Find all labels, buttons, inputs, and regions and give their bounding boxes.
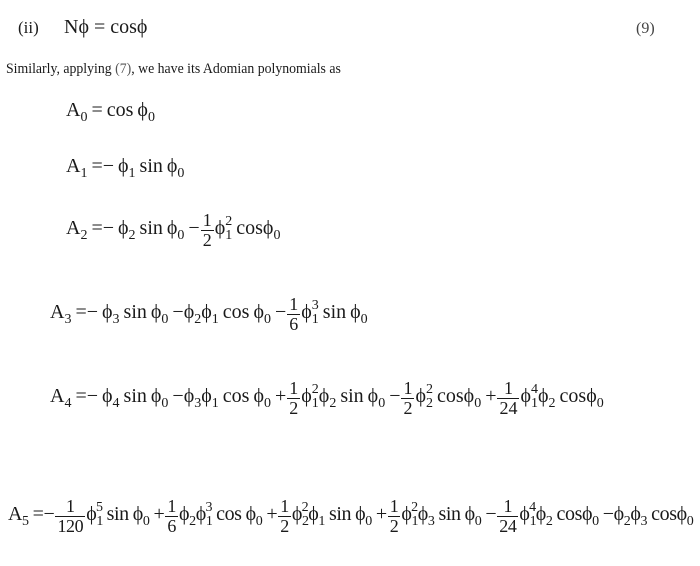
- sym: ϕ: [102, 300, 113, 323]
- sub: 0: [474, 513, 482, 529]
- num: 1: [289, 378, 299, 398]
- sym: ϕ: [183, 300, 195, 323]
- fraction-one-onetwentieth: [55, 497, 85, 536]
- sym: −: [102, 155, 115, 177]
- sym: −: [602, 502, 614, 525]
- sym: sin: [123, 300, 147, 323]
- sub: 1: [311, 311, 319, 327]
- sub: 0: [147, 110, 155, 125]
- sym: −: [102, 216, 115, 239]
- sym: ϕ: [318, 384, 330, 407]
- sym: cos: [437, 384, 464, 407]
- sub: 2: [329, 395, 337, 411]
- sym: ϕ: [201, 300, 212, 323]
- sym: ϕ: [166, 216, 178, 239]
- fraction-one-twentyfourth: [497, 379, 519, 418]
- sym: sin: [139, 216, 163, 239]
- fraction-one-half: [401, 379, 414, 418]
- sym: −: [274, 300, 287, 323]
- sub: 3: [194, 395, 202, 411]
- sub: 0: [686, 513, 694, 529]
- sym: ϕ: [538, 384, 549, 407]
- polynomial-a4: [50, 378, 604, 417]
- sym: ϕ: [137, 99, 148, 121]
- sym: +: [153, 502, 165, 525]
- sym: ϕ: [301, 384, 312, 407]
- sym: ϕ: [291, 502, 302, 525]
- sub: 0: [592, 513, 599, 529]
- sym: +: [375, 502, 387, 525]
- sup: 2: [301, 499, 309, 515]
- item-label: (ii): [18, 18, 39, 37]
- sym: −: [389, 384, 401, 407]
- fraction-one-sixth: [165, 497, 178, 536]
- num: 1: [167, 496, 176, 516]
- num: 1: [389, 496, 399, 516]
- sub: 2: [623, 513, 631, 529]
- sym: ϕ: [301, 300, 312, 323]
- sym: A: [50, 384, 65, 407]
- sym: A: [50, 300, 65, 323]
- sym: ϕ: [350, 300, 361, 323]
- sub: 4: [64, 395, 72, 411]
- sym: ϕ: [102, 384, 113, 407]
- sym: sin: [106, 502, 129, 525]
- den: 2: [280, 515, 289, 536]
- sym: ϕ: [519, 502, 530, 525]
- num: 1: [289, 294, 299, 314]
- polynomial-a5: [8, 496, 693, 535]
- sub: 2: [548, 395, 556, 411]
- fraction-one-twentyfourth: [497, 497, 518, 536]
- sym: ϕ: [520, 384, 532, 407]
- sym: sin: [123, 384, 147, 407]
- sub: 0: [273, 227, 281, 243]
- sym: ϕ: [355, 502, 366, 525]
- den: 120: [57, 515, 84, 536]
- sym: =: [32, 502, 44, 525]
- sub: 1: [211, 311, 219, 327]
- sym: =: [75, 384, 87, 407]
- sym: cos: [106, 99, 134, 121]
- sym: ϕ: [214, 216, 226, 239]
- sym: A: [8, 502, 23, 525]
- equals-sign: =: [93, 16, 106, 38]
- sym: ϕ: [201, 384, 212, 407]
- sym: ϕ: [676, 502, 687, 525]
- sup: 5: [96, 499, 103, 515]
- sym: ϕ: [118, 216, 129, 239]
- sym: −: [172, 300, 184, 323]
- sym: ϕ: [245, 502, 256, 525]
- sub: 3: [427, 513, 435, 529]
- den: 24: [499, 515, 517, 536]
- sym: =: [91, 155, 103, 177]
- equation-number: (9): [636, 20, 655, 37]
- sub: 0: [360, 311, 368, 327]
- sub: 0: [263, 395, 271, 411]
- sym: cos: [222, 300, 250, 323]
- sym: =: [91, 99, 103, 121]
- sub: 2: [128, 227, 136, 243]
- sup: 4: [529, 499, 536, 515]
- sub: 1: [531, 395, 539, 411]
- equation-rhs: cosϕ: [110, 16, 148, 38]
- sym: −: [43, 502, 55, 525]
- equation-lhs: Nϕ: [64, 16, 89, 38]
- sub: 0: [142, 513, 150, 529]
- sym: ϕ: [401, 502, 412, 525]
- sub: 3: [640, 513, 648, 529]
- polynomial-a1: [66, 156, 184, 181]
- polynomial-a3: [50, 294, 368, 333]
- fraction-one-half: [388, 497, 401, 536]
- sym: ϕ: [253, 300, 264, 323]
- sym: cos: [651, 502, 677, 525]
- sym: −: [485, 502, 497, 525]
- sym: ϕ: [195, 502, 206, 525]
- sym: ϕ: [463, 384, 475, 407]
- sym: +: [274, 384, 287, 407]
- fraction-one-half: [278, 497, 291, 536]
- num: 1: [403, 378, 413, 398]
- sub: 3: [64, 311, 72, 327]
- sym: sin: [328, 502, 352, 525]
- intro-text-before: Similarly, applying: [6, 61, 116, 77]
- num: 1: [66, 496, 75, 516]
- intro-text-after: , we have its Adomian polynomials as: [131, 61, 341, 77]
- sym: ϕ: [464, 502, 475, 525]
- sup: 2: [311, 381, 319, 397]
- sub: 0: [474, 395, 482, 411]
- den: 24: [499, 397, 518, 418]
- sup: 2: [225, 213, 233, 229]
- sub: 0: [161, 311, 169, 327]
- sym: ϕ: [86, 502, 97, 525]
- sub: 1: [318, 513, 325, 529]
- sub: 1: [411, 513, 419, 529]
- sub: 0: [161, 395, 169, 411]
- num: 1: [202, 210, 212, 230]
- sym: ϕ: [183, 384, 195, 407]
- sym: ϕ: [613, 502, 624, 525]
- polynomial-a2: [66, 210, 280, 249]
- fraction-one-sixth: [287, 295, 300, 334]
- sub: 1: [96, 513, 103, 529]
- sub: 0: [177, 166, 185, 181]
- sym: ϕ: [367, 384, 379, 407]
- den: 6: [289, 313, 299, 334]
- equation-9: [64, 17, 147, 37]
- den: 2: [389, 515, 399, 536]
- sym: +: [266, 502, 278, 525]
- sub: 2: [194, 311, 202, 327]
- polynomial-a0: [66, 100, 155, 125]
- sym: ϕ: [262, 216, 274, 239]
- sym: =: [75, 300, 87, 323]
- equation-reference: (7): [115, 61, 132, 77]
- sub: 4: [112, 395, 120, 411]
- sym: ϕ: [308, 502, 319, 525]
- sym: A: [66, 99, 81, 121]
- sub: 1: [211, 395, 219, 411]
- sub: 0: [177, 227, 185, 243]
- sym: ϕ: [150, 384, 162, 407]
- sub: 0: [263, 311, 271, 327]
- den: 6: [167, 515, 176, 536]
- sym: ϕ: [118, 155, 129, 177]
- sym: ϕ: [150, 300, 162, 323]
- intro-sentence: [6, 61, 341, 78]
- sub: 1: [311, 395, 319, 411]
- sub: 0: [596, 395, 604, 411]
- sym: +: [485, 384, 497, 407]
- sub: 0: [255, 513, 263, 529]
- sub: 2: [426, 395, 433, 411]
- sub: 0: [378, 395, 386, 411]
- sub: 1: [225, 227, 233, 243]
- sym: cos: [556, 502, 582, 525]
- sub: 2: [80, 227, 88, 243]
- sym: A: [66, 216, 81, 239]
- sym: sin: [322, 300, 347, 323]
- sym: sin: [438, 502, 461, 525]
- fraction-one-half: [287, 379, 300, 418]
- sub: 2: [545, 513, 553, 529]
- sym: ϕ: [166, 155, 178, 177]
- sub: 1: [128, 166, 136, 181]
- sub: 1: [529, 513, 537, 529]
- sym: ϕ: [535, 502, 546, 525]
- sym: ϕ: [132, 502, 143, 525]
- sup: 3: [205, 499, 213, 515]
- sym: cos: [559, 384, 587, 407]
- den: 2: [289, 397, 299, 418]
- sym: ϕ: [417, 502, 428, 525]
- sym: −: [86, 384, 99, 407]
- num: 1: [503, 496, 513, 516]
- sym: ϕ: [586, 384, 597, 407]
- sym: −: [188, 216, 200, 239]
- sym: −: [172, 384, 184, 407]
- den: 2: [403, 397, 413, 418]
- den: 2: [202, 229, 212, 250]
- sup: 2: [411, 499, 418, 515]
- sub: 3: [112, 311, 120, 327]
- sub: 1: [205, 513, 213, 529]
- sub: 0: [80, 110, 88, 125]
- num: 1: [503, 378, 513, 398]
- sym: ϕ: [253, 384, 264, 407]
- sym: cos: [216, 502, 242, 525]
- sym: =: [91, 216, 103, 239]
- num: 1: [280, 496, 289, 516]
- sub: 1: [80, 166, 88, 181]
- sym: ϕ: [630, 502, 641, 525]
- sym: ϕ: [582, 502, 593, 525]
- sym: ϕ: [179, 502, 190, 525]
- sym: sin: [139, 155, 163, 177]
- sym: −: [86, 300, 99, 323]
- sub: 5: [22, 513, 29, 529]
- sup: 4: [531, 381, 539, 397]
- sub: 0: [365, 513, 372, 529]
- sym: sin: [340, 384, 364, 407]
- sym: ϕ: [415, 384, 426, 407]
- sub: 2: [301, 513, 309, 529]
- sup: 3: [311, 297, 319, 313]
- sym: cos: [236, 216, 263, 239]
- sup: 2: [426, 381, 433, 397]
- fraction-one-half: [201, 211, 214, 250]
- sym: cos: [222, 384, 250, 407]
- sym: A: [66, 155, 81, 177]
- sub: 2: [189, 513, 196, 529]
